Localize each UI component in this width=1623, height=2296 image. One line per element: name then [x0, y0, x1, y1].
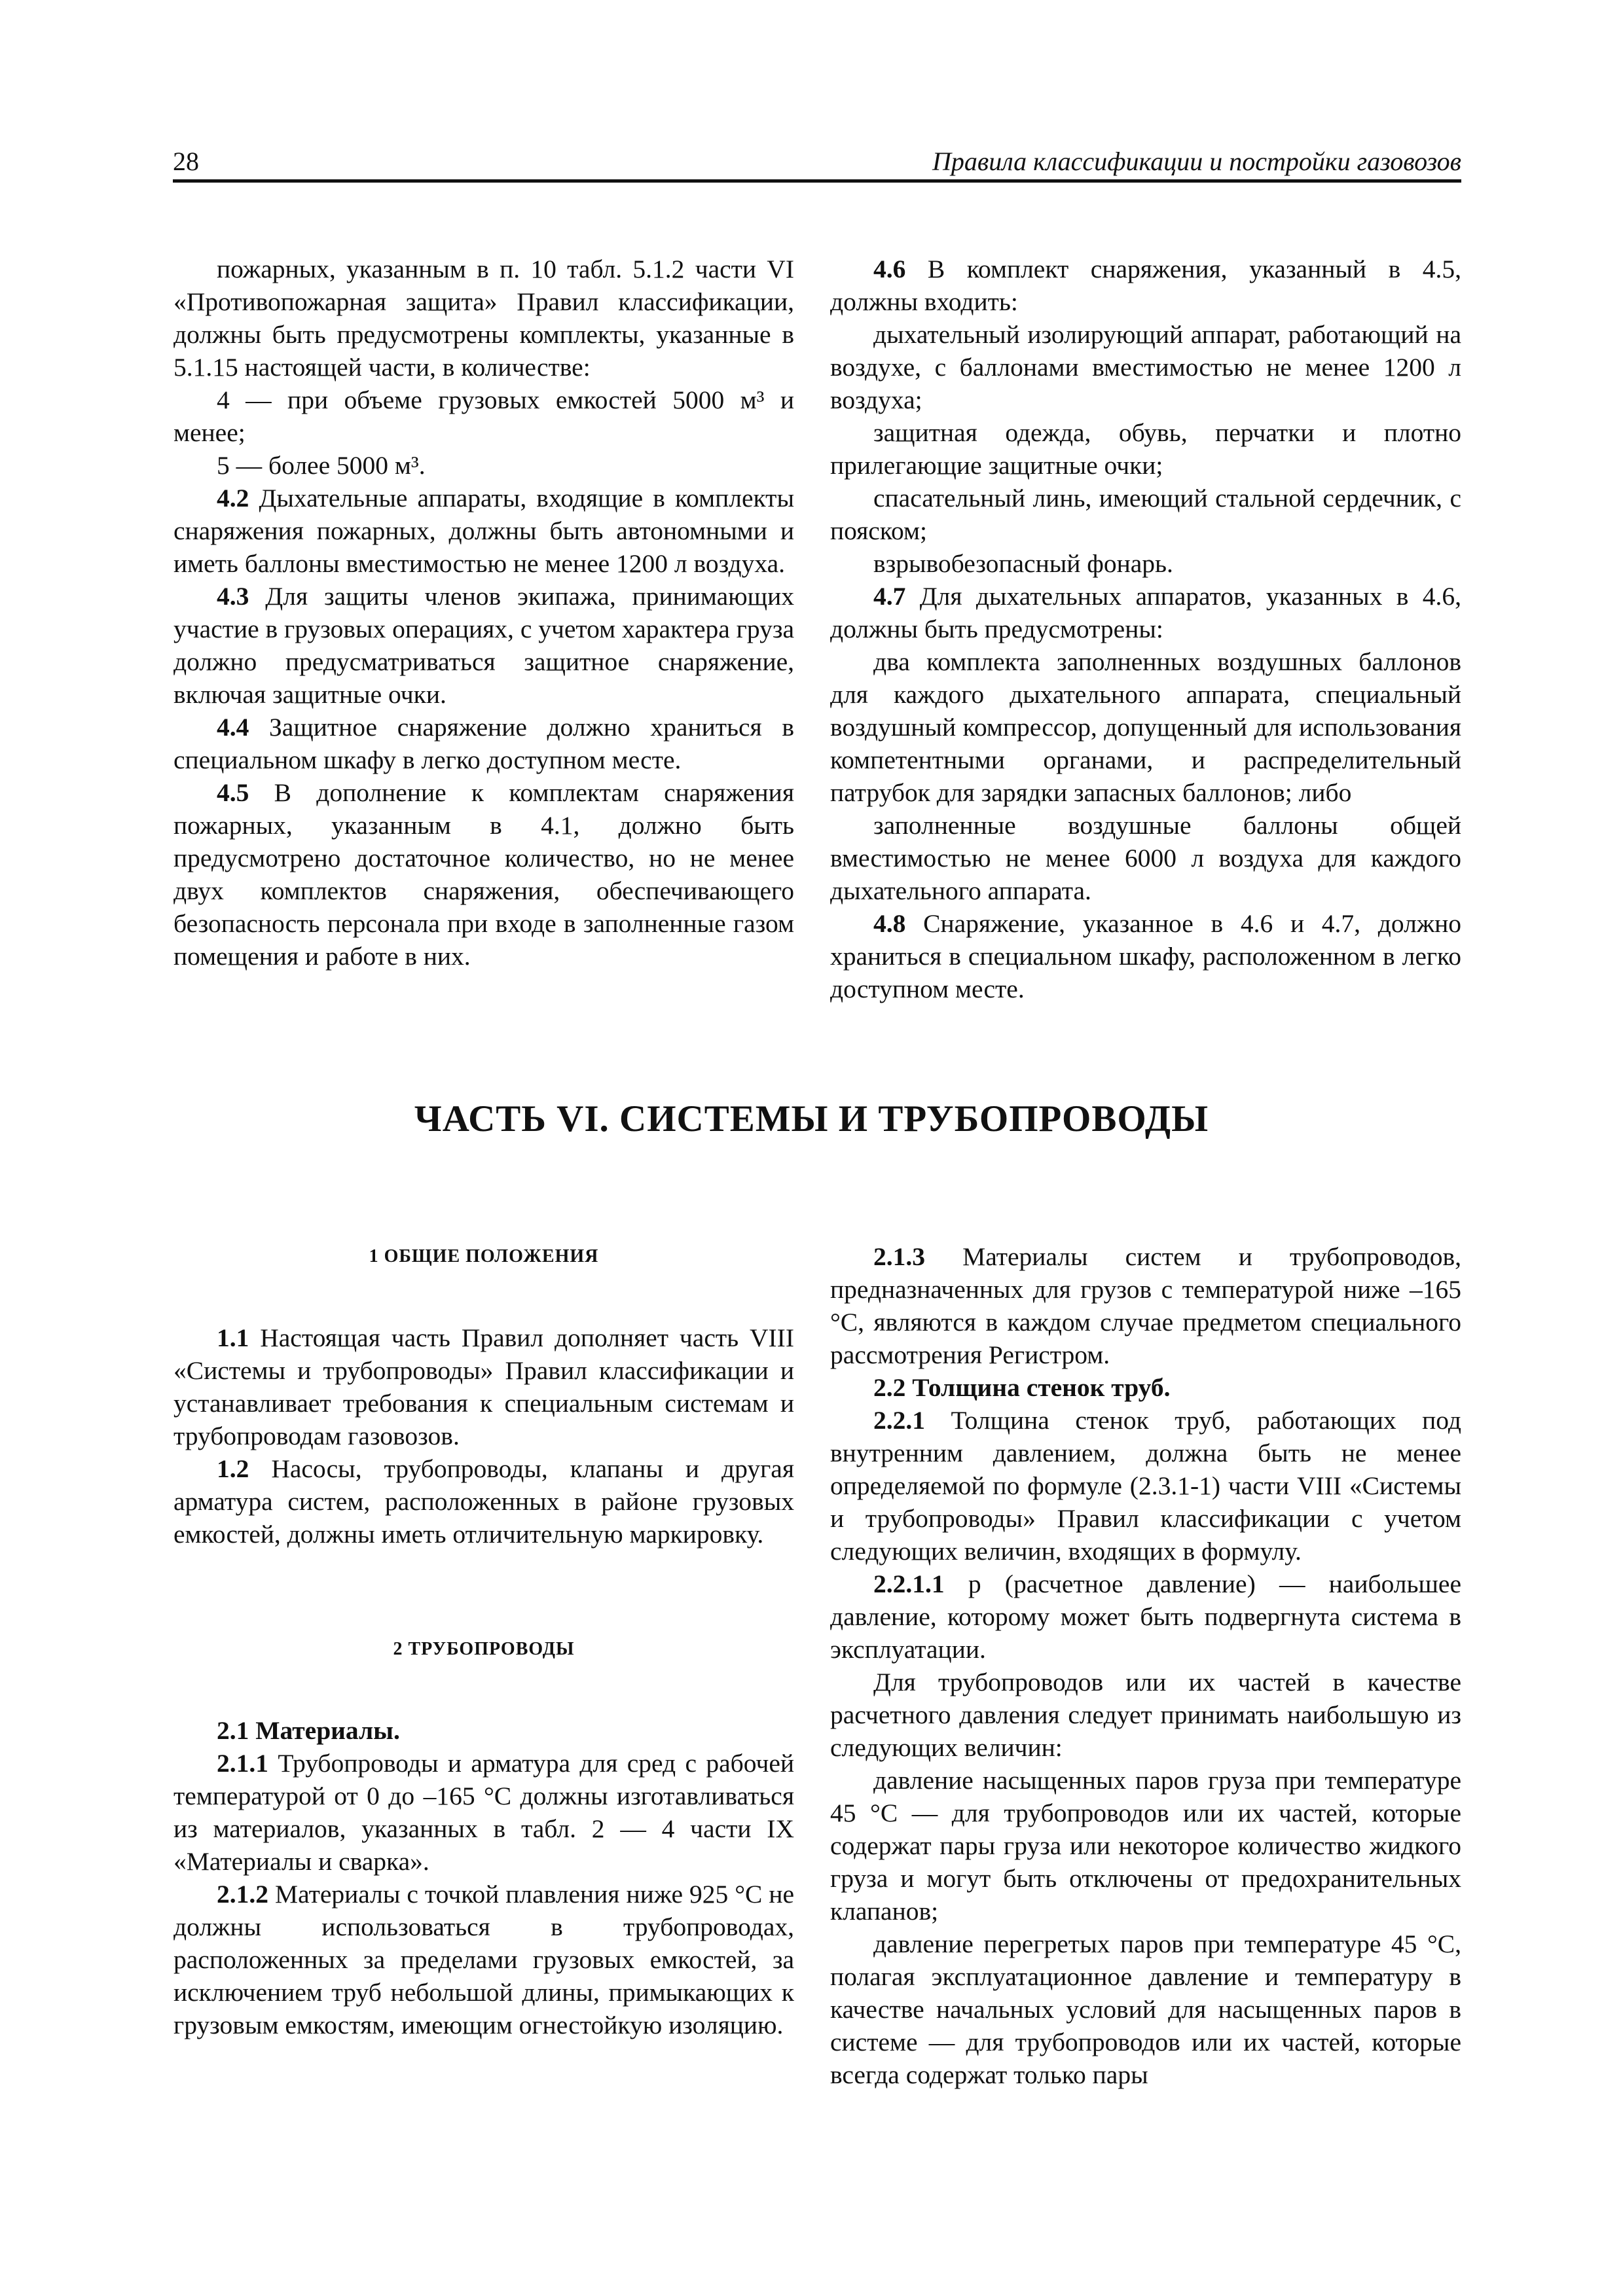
- header-rule: [173, 179, 1461, 183]
- paragraph: [173, 1878, 794, 2041]
- paragraph-text: Насосы, трубопроводы, клапаны и другая арматура систем, расположенных в районе грузовых емкостей, должны иметь отличительную маркировку.: [173, 1454, 794, 1549]
- paragraph: [830, 1240, 1461, 1371]
- clause-number: 2.1 Материалы.: [217, 1716, 400, 1745]
- clause-number: 4.4: [217, 713, 249, 742]
- paragraph-text: два комплекта заполненных воздушных баллонов для каждого дыхательного аппарата, специальный воздушный компрессор, допущенный для использования компетентными органами, и распределительный патрубок для зарядки запасных баллонов; либо: [830, 647, 1461, 807]
- paragraph: [173, 711, 794, 776]
- paragraph-text: В комплект снаряжения, указанный в 4.5, должны входить:: [830, 255, 1461, 316]
- section2-left-b: [173, 1714, 794, 2041]
- paragraph: [173, 449, 794, 482]
- clause-number: 2.2 Толщина стенок труб.: [873, 1373, 1171, 1402]
- paragraph: [830, 1568, 1461, 1666]
- clause-number: 2.1.3: [873, 1242, 925, 1271]
- running-title: Правила классификации и постройки газовозов: [932, 147, 1461, 176]
- paragraph-text: 5 — более 5000 м³.: [217, 451, 426, 480]
- page-header: [173, 145, 1461, 178]
- paragraph: [830, 1404, 1461, 1568]
- section2-left-a: [173, 1321, 794, 1551]
- paragraph: [830, 482, 1461, 547]
- paragraph-text: В дополнение к комплектам снаряжения пожарных, указанным в 4.1, должно быть предусмотрено достаточное количество, но не менее двух комплектов снаряжения, обеспечивающего безопасность персонала при входе в заполненные газом помещения и работе в них.: [173, 778, 794, 971]
- page-number: 28: [173, 147, 199, 176]
- paragraph: [830, 253, 1461, 318]
- clause-number: 2.2.1: [873, 1406, 925, 1435]
- paragraph: [830, 1928, 1461, 2091]
- paragraph: [173, 1452, 794, 1551]
- paragraph-text: Дыхательные аппараты, входящие в комплекты снаряжения пожарных, должны быть автономными и иметь баллоны вместимостью не менее 1200 л воздуха.: [173, 484, 794, 578]
- clause-number: 2.1.1: [217, 1749, 268, 1778]
- section1-left-column: [173, 253, 794, 973]
- paragraph: [173, 1747, 794, 1878]
- part-title: ЧАСТЬ VI. СИСТЕМЫ И ТРУБОПРОВОДЫ: [414, 1098, 1209, 1139]
- paragraph: [173, 1714, 794, 1747]
- paragraph-text: Толщина стенок труб, работающих под внутренним давлением, должна быть не менее определяемой по формуле (2.3.1-1) части VIII «Системы и трубопроводы» Правил классификации с учетом следующих величин, входящих в формулу.: [830, 1406, 1461, 1566]
- paragraph: [830, 809, 1461, 907]
- paragraph-text: защитная одежда, обувь, перчатки и плотно прилегающие защитные очки;: [830, 418, 1461, 480]
- paragraph-text: Трубопроводы и арматура для сред с рабочей температурой от 0 до –165 °С должны изготавливаться из материалов, указанных в табл. 2 — 4 части IX «Материалы и сварка».: [173, 1749, 794, 1876]
- clause-number: 1.2: [217, 1454, 249, 1483]
- paragraph: [830, 907, 1461, 1005]
- section-heading: 1 ОБЩИЕ ПОЛОЖЕНИЯ: [369, 1246, 599, 1266]
- paragraph-text: Защитное снаряжение должно храниться в специальном шкафу в легко доступном месте.: [173, 713, 794, 774]
- paragraph: [830, 416, 1461, 482]
- paragraph-text: Для защиты членов экипажа, принимающих участие в грузовых операциях, с учетом характера груза должно предусматриваться защитное снаряжение, включая защитные очки.: [173, 582, 794, 709]
- paragraph: [173, 253, 794, 384]
- paragraph: [173, 384, 794, 449]
- paragraph: [830, 580, 1461, 645]
- paragraph-text: давление насыщенных паров груза при температуре 45 °С — для трубопроводов или их частей, которые содержат пары груза или некоторое количество жидкого груза и могут быть отключены от предохранительных клапанов;: [830, 1766, 1461, 1926]
- paragraph: [830, 547, 1461, 580]
- paragraph: [830, 1764, 1461, 1928]
- paragraph: [830, 1371, 1461, 1404]
- paragraph: [173, 776, 794, 973]
- paragraph-text: 4 — при объеме грузовых емкостей 5000 м³ и менее;: [173, 386, 794, 447]
- paragraph-text: Для трубопроводов или их частей в качестве расчетного давления следует принимать наибольшую из следующих величин:: [830, 1668, 1461, 1762]
- clause-number: 2.2.1.1: [873, 1570, 945, 1598]
- clause-number: 4.7: [873, 582, 906, 611]
- paragraph-text: пожарных, указанным в п. 10 табл. 5.1.2 части VI «Противопожарная защита» Правил классификации, должны быть предусмотрены комплекты, указанные в 5.1.15 настоящей части, в количестве:: [173, 255, 794, 382]
- paragraph-text: р (расчетное давление) — наибольшее давление, которому может быть подвергнута система в эксплуатации.: [830, 1570, 1461, 1664]
- paragraph-text: давление перегретых паров при температуре 45 °С, полагая эксплуатационное давление и температуру в качестве начальных условий для насыщенных паров в системе — для трубопроводов или их частей, которые всегда содержат только пары: [830, 1929, 1461, 2089]
- paragraph: [830, 1666, 1461, 1764]
- paragraph-text: Материалы с точкой плавления ниже 925 °С не должны использоваться в трубопроводах, расположенных за пределами грузовых емкостей, за исключением труб небольшой длины, примыкающих к грузовым емкостям, имеющим огнестойкую изоляцию.: [173, 1880, 794, 2039]
- paragraph-text: заполненные воздушные баллоны общей вместимостью не менее 6000 л воздуха для каждого дыхательного аппарата.: [830, 811, 1461, 905]
- paragraph-text: Материалы систем и трубопроводов, предназначенных для грузов с температурой ниже –165 °С, являются в каждом случае предметом специального рассмотрения Регистром.: [830, 1242, 1461, 1369]
- paragraph-text: Для дыхательных аппаратов, указанных в 4.6, должны быть предусмотрены:: [830, 582, 1461, 643]
- clause-number: 2.1.2: [217, 1880, 268, 1909]
- paragraph: [830, 645, 1461, 809]
- paragraph-text: Настоящая часть Правил дополняет часть VIII «Системы и трубопроводы» Правил классификации и устанавливает требования к специальным системам и трубопроводам газовозов.: [173, 1323, 794, 1450]
- clause-number: 4.2: [217, 484, 249, 512]
- clause-number: 4.8: [873, 909, 906, 938]
- clause-number: 4.5: [217, 778, 249, 807]
- section2-left-column: [173, 1240, 794, 2041]
- clause-number: 1.1: [217, 1323, 249, 1352]
- clause-number: 4.6: [873, 255, 906, 283]
- paragraph: [830, 318, 1461, 416]
- section1-right-column: [830, 253, 1461, 1005]
- paragraph-text: взрывобезопасный фонарь.: [873, 549, 1173, 578]
- paragraph: [173, 482, 794, 580]
- section-heading: 2 ТРУБОПРОВОДЫ: [393, 1639, 575, 1659]
- paragraph-text: спасательный линь, имеющий стальной сердечник, с пояском;: [830, 484, 1461, 545]
- paragraph-text: дыхательный изолирующий аппарат, работающий на воздухе, с баллонами вместимостью не менее 1200 л воздуха;: [830, 320, 1461, 414]
- clause-number: 4.3: [217, 582, 249, 611]
- paragraph: [173, 580, 794, 711]
- paragraph: [173, 1321, 794, 1452]
- section2-right-column: [830, 1240, 1461, 2091]
- paragraph-text: Снаряжение, указанное в 4.6 и 4.7, должно храниться в специальном шкафу, расположенном в легко доступном месте.: [830, 909, 1461, 1003]
